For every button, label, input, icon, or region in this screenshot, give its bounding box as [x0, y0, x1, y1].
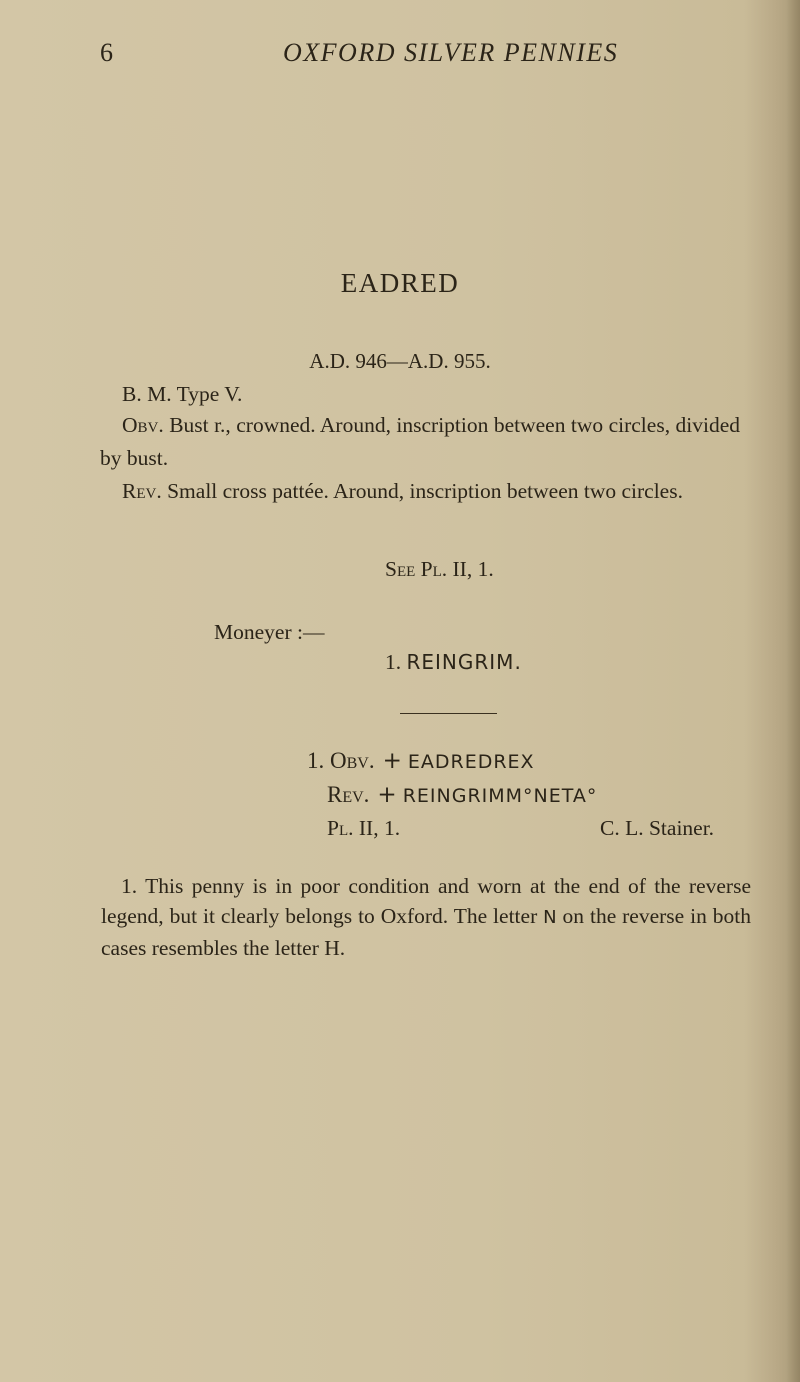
obverse-legend: EADREDREX	[407, 751, 535, 773]
moneyer-heading: Moneyer :—	[214, 620, 325, 644]
page-number: 6	[100, 38, 113, 67]
moneyer-number: 1.	[385, 650, 402, 674]
coin-number: 1.	[307, 748, 325, 773]
type-line: B. M. Type V.	[122, 382, 243, 406]
reverse-label: Rev.	[122, 479, 162, 503]
coin-obverse-label: Obv.	[330, 748, 375, 773]
reverse-text: Small cross pattée. Around, inscription between two circles.	[161, 479, 683, 503]
cross-icon: +	[382, 748, 402, 774]
running-title: OXFORD SILVER PENNIES	[283, 38, 619, 67]
footnote-text-b: on the reverse in both cases resembles the letter H.	[101, 904, 752, 960]
obverse-label: Obv.	[122, 413, 164, 437]
moneyer-name: REINGRIM.	[406, 650, 522, 674]
page-edge-shadow	[786, 0, 800, 1382]
coin-reverse-line	[327, 780, 597, 811]
footnote-letter: N	[543, 907, 557, 928]
coin-obverse-line	[307, 746, 535, 777]
section-title: EADRED	[340, 268, 460, 298]
reverse-description	[100, 475, 740, 508]
coin-reverse-label: Rev.	[327, 782, 370, 807]
obverse-text: Bust r., crowned. Around, inscription between two circles, divided by bust.	[100, 413, 740, 470]
footnote	[101, 871, 751, 963]
section-divider	[400, 713, 497, 714]
footnote-text-a: 1. This penny is in poor condition and worn at the end of the reverse legend, but it clearly belongs to Oxford. The letter	[101, 874, 751, 928]
obverse-description	[100, 409, 740, 475]
cross-icon: +	[377, 782, 397, 808]
coin-collection: C. L. Stainer.	[600, 816, 715, 840]
reverse-legend: REINGRIMM°NETA°	[402, 785, 598, 807]
footnote-text	[101, 871, 751, 963]
moneyer-item	[385, 646, 522, 679]
reign-dates: A.D. 946—A.D. 955.	[309, 349, 491, 373]
see-plate-reference: See Pl. II, 1.	[385, 557, 494, 581]
coin-description	[100, 409, 740, 508]
coin-plate-reference: Pl. II, 1.	[327, 816, 401, 840]
